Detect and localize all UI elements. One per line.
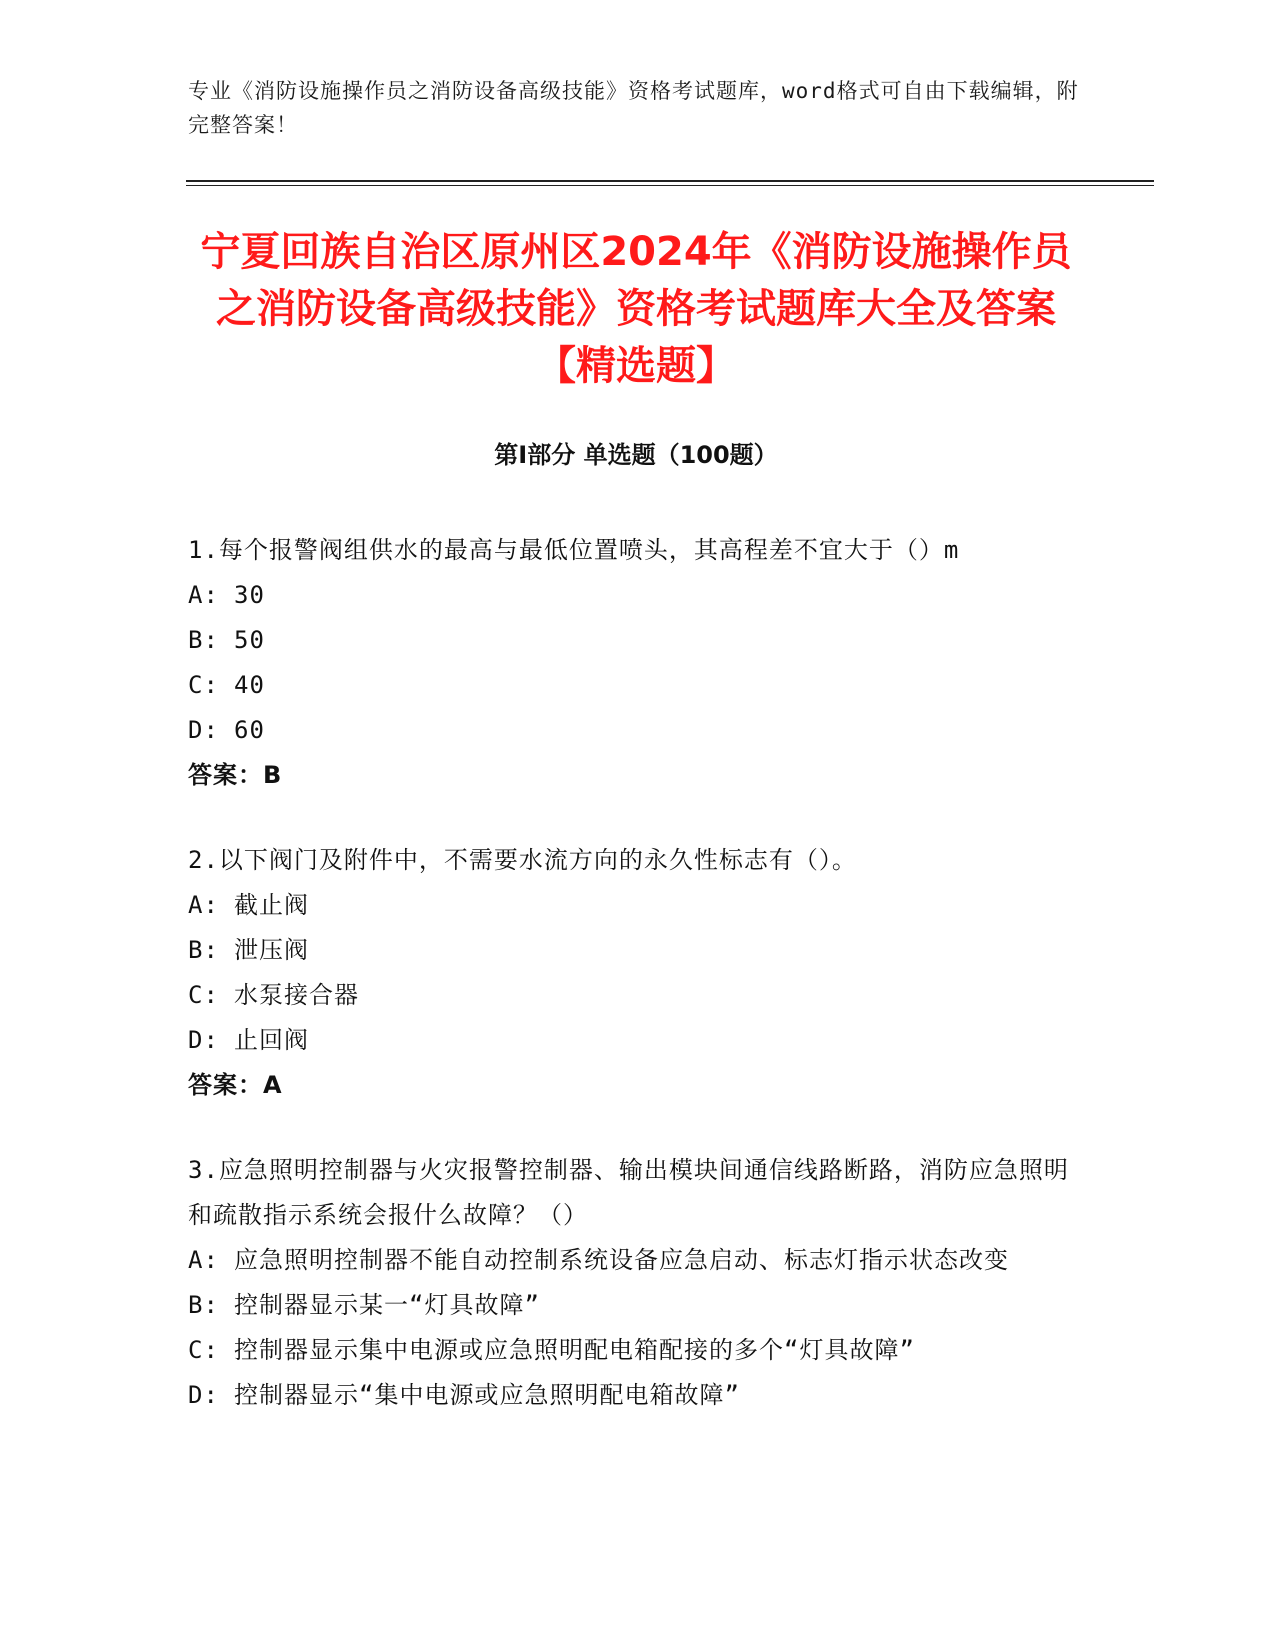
option-key: D: <box>188 1026 219 1054</box>
option-a <box>188 1238 1088 1283</box>
option-key: B: <box>188 626 219 654</box>
option-text: 控制器显示集中电源或应急照明配电箱配接的多个“灯具故障” <box>234 1336 915 1364</box>
document-title: 宁夏回族自治区原州区2024年《消防设施操作员之消防设备高级技能》资格考试题库大全及答案【精选题】 <box>200 229 1072 389</box>
question-3 <box>188 1148 1088 1418</box>
option-a <box>188 573 1088 618</box>
header-note: 专业《消防设施操作员之消防设备高级技能》资格考试题库，word格式可自由下载编辑，附完整答案！ <box>188 79 1079 137</box>
option-key: C: <box>188 671 219 699</box>
option-d <box>188 1373 1088 1418</box>
option-key: A: <box>188 1246 219 1274</box>
answer-value: B <box>263 761 283 789</box>
question-list <box>188 528 1088 1458</box>
question-stem: 2.以下阀门及附件中，不需要水流方向的永久性标志有（）。 <box>188 846 857 874</box>
section-title: 第Ⅰ部分 单选题（100题） <box>494 441 778 469</box>
option-key: D: <box>188 1381 219 1409</box>
option-text: 截止阀 <box>234 891 309 919</box>
option-key: C: <box>188 1336 219 1364</box>
option-key: D: <box>188 716 219 744</box>
option-c <box>188 663 1088 708</box>
option-text: 控制器显示“集中电源或应急照明配电箱故障” <box>234 1381 740 1409</box>
option-text: 止回阀 <box>234 1026 309 1054</box>
option-key: C: <box>188 981 219 1009</box>
option-c <box>188 1328 1088 1373</box>
answer-label: 答案： <box>188 761 263 789</box>
option-c <box>188 973 1088 1018</box>
option-text: 泄压阀 <box>234 936 309 964</box>
header-rule-thick <box>186 180 1154 182</box>
question-1 <box>188 528 1088 798</box>
option-text: 水泵接合器 <box>234 981 359 1009</box>
question-2 <box>188 838 1088 1108</box>
option-text: 控制器显示某一“灯具故障” <box>234 1291 540 1319</box>
answer-label: 答案： <box>188 1071 263 1099</box>
option-text: 30 <box>234 581 265 609</box>
question-stem: 3.应急照明控制器与火灾报警控制器、输出模块间通信线路断路，消防应急照明和疏散指示系统会报什么故障？（） <box>188 1156 1069 1229</box>
answer-value: A <box>263 1071 283 1099</box>
option-d <box>188 708 1088 753</box>
header-rule-thin <box>186 185 1154 186</box>
question-stem: 1.每个报警阀组供水的最高与最低位置喷头，其高程差不宜大于（）m <box>188 536 960 564</box>
option-key: B: <box>188 1291 219 1319</box>
option-key: A: <box>188 581 219 609</box>
option-b <box>188 1283 1088 1328</box>
option-text: 50 <box>234 626 265 654</box>
option-text: 40 <box>234 671 265 699</box>
option-a <box>188 883 1088 928</box>
option-b <box>188 618 1088 663</box>
answer-line <box>188 753 1088 798</box>
option-key: A: <box>188 891 219 919</box>
option-text: 60 <box>234 716 265 744</box>
option-text: 应急照明控制器不能自动控制系统设备应急启动、标志灯指示状态改变 <box>234 1246 1009 1274</box>
answer-line <box>188 1063 1088 1108</box>
option-d <box>188 1018 1088 1063</box>
option-key: B: <box>188 936 219 964</box>
option-b <box>188 928 1088 973</box>
